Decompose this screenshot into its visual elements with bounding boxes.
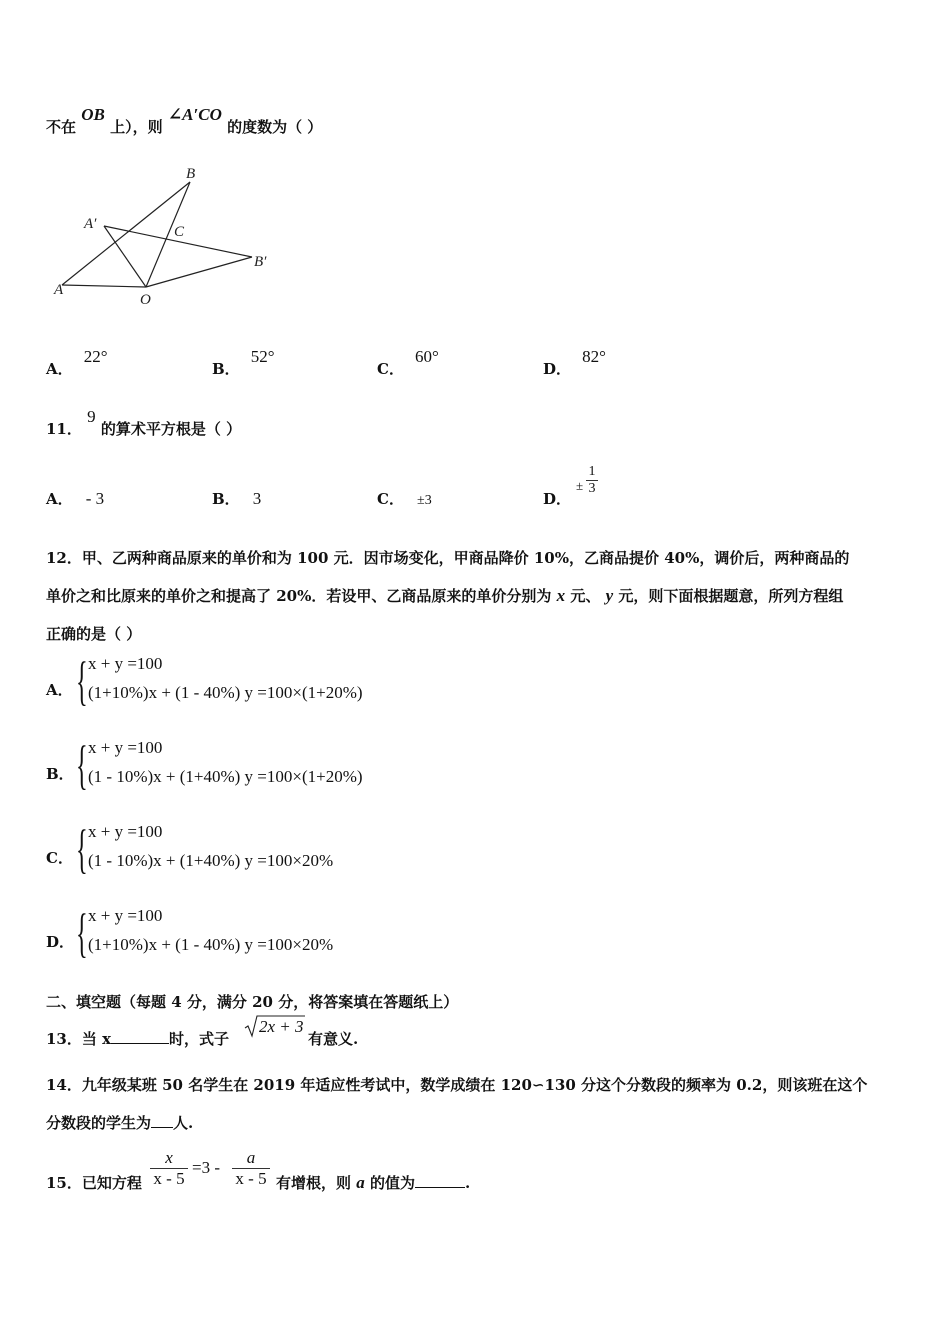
option-value: ±3 <box>417 493 432 508</box>
q10-option-a[interactable] <box>46 347 108 379</box>
option-value: 52° <box>250 347 275 366</box>
option-label: B． <box>46 765 74 783</box>
q10-text-mid: 上），则 <box>110 118 163 136</box>
q11-radicand: 9 <box>87 407 96 426</box>
q10-option-d[interactable] <box>543 347 606 379</box>
q14-line-1: 14．九年级某班 50 名学生在 2019 年适应性考试中，数学成绩在 120∽130 分这个分数段的频率为 0.2，则该班在这个 <box>46 1076 868 1094</box>
option-value: 22° <box>83 347 108 366</box>
q12-line-3: 正确的是（ ） <box>46 625 142 643</box>
q12-line-2-pre: 单价之和比原来的单价之和提高了 20%．若设甲、乙商品原来的单价分别为 <box>46 587 552 605</box>
q10-option-b[interactable] <box>212 347 275 379</box>
line-a-prime-o <box>104 226 146 287</box>
q15-post-2: 的值为 <box>369 1174 415 1192</box>
option-label: D． <box>543 490 572 508</box>
option-label: B． <box>212 490 240 508</box>
q11-option-d-fraction <box>586 464 598 497</box>
label-c: C <box>174 224 185 240</box>
q13-mid: 时，式子 <box>169 1030 230 1048</box>
fraction-numerator: 1 <box>588 464 596 479</box>
q12-var-x: x <box>556 586 566 605</box>
q10-geometry-figure <box>48 160 288 310</box>
label-b: B <box>186 166 196 182</box>
q12-line-2 <box>46 585 843 606</box>
section-2-title: 二、填空题（每题 4 分，满分 20 分，将答案填在答题纸上） <box>46 993 459 1011</box>
q10-ob-symbol: OB <box>81 105 105 124</box>
equation-2: (1 - 10%)x + (1+40%) y =100×(1+20%) <box>88 767 363 786</box>
q15-post-1: 有增根，则 <box>276 1174 352 1192</box>
q12-line-2-mid: 元、 <box>570 587 601 605</box>
option-label: D． <box>46 933 75 951</box>
q15-pre: 15．已知方程 <box>46 1174 142 1192</box>
q13-answer-blank[interactable] <box>111 1031 169 1044</box>
option-value: - 3 <box>85 489 105 508</box>
option-label: A． <box>46 360 73 378</box>
q12-option-a[interactable] <box>46 652 466 712</box>
fraction-denominator: 3 <box>588 481 596 496</box>
q11-option-a[interactable] <box>46 488 104 509</box>
q11-text <box>46 407 242 439</box>
fraction-denominator: x - 5 <box>153 1169 185 1188</box>
equation-2: (1+10%)x + (1 - 40%) y =100×20% <box>88 935 334 954</box>
label-a: A <box>54 282 64 298</box>
q13-radicand: 2x + 3 <box>259 1017 304 1036</box>
q13-pre: 13．当 x <box>46 1030 112 1048</box>
q15-fraction-1 <box>150 1148 188 1189</box>
option-label: D． <box>543 360 572 378</box>
q14-line-2 <box>46 1112 193 1133</box>
option-label: C． <box>46 849 73 867</box>
option-value: 60° <box>415 347 439 366</box>
q15-post <box>276 1172 470 1193</box>
equation-1: x + y =100 <box>88 822 163 841</box>
q11-option-c[interactable] <box>377 488 432 509</box>
q12-line-1: 12．甲、乙两种商品原来的单价和为 100 元．因市场变化，甲商品降价 10%，乙商品提价 40%，调价后，两种商品的 <box>46 549 850 567</box>
line-o-b-prime <box>146 257 252 287</box>
fraction-numerator: x <box>165 1148 173 1167</box>
fraction-numerator: a <box>246 1148 256 1167</box>
equation-2: (1 - 10%)x + (1+40%) y =100×20% <box>88 851 334 870</box>
equation-1: x + y =100 <box>88 654 163 673</box>
q14-answer-blank[interactable] <box>151 1115 173 1128</box>
q12-option-b[interactable] <box>46 736 466 796</box>
label-a-prime: A′ <box>84 216 97 232</box>
equation-2: (1+10%)x + (1 - 40%) y =100×(1+20%) <box>88 683 363 702</box>
q11-option-d[interactable] <box>543 488 571 509</box>
option-label: A． <box>46 490 73 508</box>
q15-var-a: a <box>356 1173 365 1192</box>
line-a-o <box>62 285 146 287</box>
q11-option-b[interactable] <box>212 488 261 509</box>
q15-fraction-2 <box>232 1148 270 1189</box>
q10-angle-symbol: ∠A′CO <box>167 105 222 124</box>
q10-text-post: 的度数为（ ） <box>227 118 323 136</box>
q10-text <box>46 105 323 137</box>
option-label: A． <box>46 681 73 699</box>
q15-end: . <box>465 1174 471 1192</box>
q12-option-c[interactable] <box>46 820 466 880</box>
q12-line-2-post: 元，则下面根据题意，所列方程组 <box>618 587 844 605</box>
option-label: C． <box>377 490 404 508</box>
left-brace: { <box>76 903 88 963</box>
q11-option-d-plusminus: ± <box>576 478 584 493</box>
fraction-denominator: x - 5 <box>235 1169 267 1188</box>
q10-text-pre: 不在 <box>46 118 77 136</box>
q14-line-2-pre: 分数段的学生为 <box>46 1114 152 1132</box>
label-b-prime: B′ <box>254 254 267 270</box>
equation-1: x + y =100 <box>88 738 163 757</box>
q11-stem: 的算术平方根是（ ） <box>100 420 242 438</box>
option-value: 3 <box>252 489 262 508</box>
q13-text <box>46 1028 229 1049</box>
q14-line-2-post: 人. <box>173 1114 194 1132</box>
left-brace: { <box>76 651 88 711</box>
q12-var-y: y <box>605 586 614 605</box>
option-label: B． <box>212 360 240 378</box>
q10-option-c[interactable] <box>377 347 439 379</box>
q15-answer-blank[interactable] <box>415 1175 465 1188</box>
q15-equals-three-minus: =3 - <box>192 1158 220 1177</box>
label-o: O <box>140 292 151 308</box>
left-brace: { <box>76 819 88 879</box>
q11-number: 11． <box>46 420 82 438</box>
line-a-b <box>62 182 190 285</box>
q13-post: 有意义. <box>308 1030 359 1048</box>
option-label: C． <box>377 360 404 378</box>
equation-1: x + y =100 <box>88 906 163 925</box>
option-value: 82° <box>582 347 606 366</box>
left-brace: { <box>76 735 88 795</box>
q12-option-d[interactable] <box>46 904 466 964</box>
